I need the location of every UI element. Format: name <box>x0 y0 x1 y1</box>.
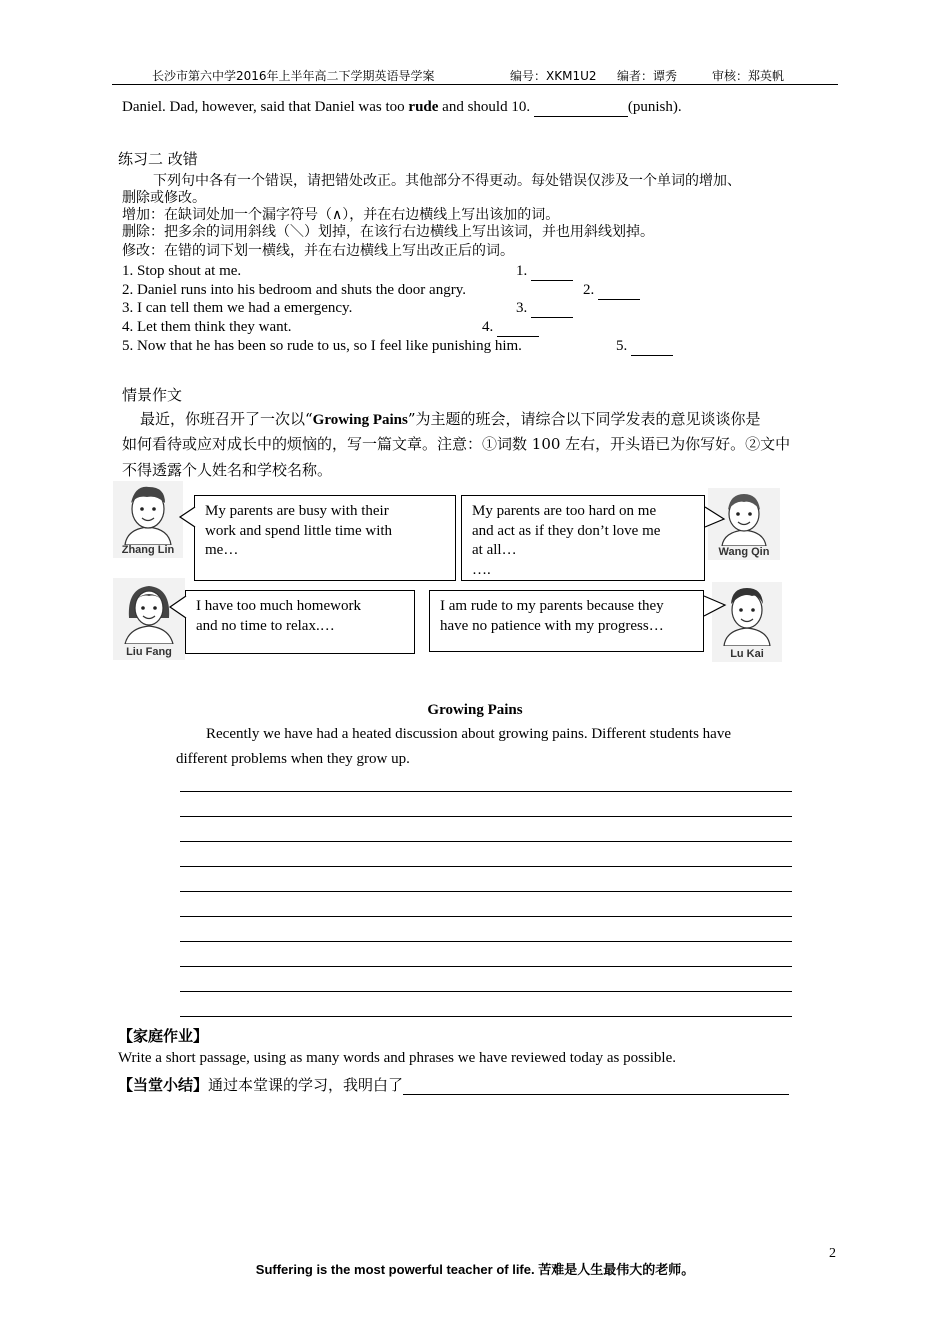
speech-bubble-wang-qin: My parents are too hard on me and act as if they don’t love me at all… …. <box>461 495 705 581</box>
exercise2-instruction-1: 下列句中各有一个错误，请把错处改正。其他部分不得更动。每处错误仅涉及一个单词的增加、 <box>153 173 741 189</box>
rule-modify: 修改：在错的词下划一横线，并在右边横线上写出改正后的词。 <box>122 243 514 259</box>
intro-suffix: and should 10. <box>438 99 534 115</box>
exercise-answer-3: 3. <box>516 300 573 318</box>
exercise-item-1: 1. Stop shout at me. <box>122 263 242 279</box>
answer-blank-2[interactable] <box>598 282 640 300</box>
exercise-item-3: 3. I can tell them we had a emergency. <box>122 300 353 316</box>
header-editor: 编者：谭秀 <box>617 69 678 83</box>
writing-line <box>180 941 792 942</box>
bubble-tail <box>178 505 196 529</box>
summary-blank[interactable] <box>403 1076 789 1095</box>
writing-prompt-1: 最近，你班召开了一次以“Growing Pains”为主题的班会，请综合以下同学发表的意见谈谈你是 <box>140 410 761 428</box>
bubble-tail <box>704 505 726 529</box>
writing-line <box>180 866 792 867</box>
exercise-item-4: 4. Let them think they want. <box>122 319 292 335</box>
answer-blank-1[interactable] <box>531 263 573 281</box>
writing-line <box>180 891 792 892</box>
writing-line <box>180 791 792 792</box>
intro-bold-word: rude <box>408 99 439 115</box>
exercise-answer-2: 2. <box>583 282 640 300</box>
essay-start-1: Recently we have had a heated discussion about growing pains. Different students have <box>206 726 731 742</box>
writing-line <box>180 916 792 917</box>
exercise2-title: 练习二 改错 <box>118 150 198 168</box>
answer-blank-10[interactable] <box>534 99 628 117</box>
boy-face-icon <box>113 481 183 545</box>
speech-bubble-lu-kai: I am rude to my parents because they have no patience with my progress… <box>429 590 704 652</box>
writing-line <box>180 816 792 817</box>
footer-motto: Suffering is the most powerful teacher of life. 苦难是人生最伟大的老师。 <box>255 1262 695 1277</box>
intro-hint: (punish). <box>627 99 682 115</box>
answer-blank-4[interactable] <box>497 319 539 337</box>
intro-line <box>122 99 682 117</box>
writing-line <box>180 1016 792 1017</box>
exercise-item-5: 5. Now that he has been so rude to us, so I feel like punishing him. <box>122 338 522 354</box>
bubble-tail <box>703 594 727 620</box>
exercise-item-2: 2. Daniel runs into his bedroom and shuts the door angry. <box>122 282 466 298</box>
writing-prompt-2: 如何看待或应对成长中的烦恼的，写一篇文章。注意：①词数 100 左右，开头语已为你写好。②文中 <box>122 435 791 453</box>
summary-line <box>118 1074 789 1095</box>
summary-text: 通过本堂课的学习，我明白了 <box>208 1076 404 1094</box>
student-name: Zhang Lin <box>121 544 175 556</box>
rule-delete: 删除：把多余的词用斜线（＼）划掉，在该行右边横线上写出该词，并也用斜线划掉。 <box>122 224 654 240</box>
header-code: 编号：XKM1U2 <box>510 69 597 83</box>
header-reviewer: 审核：郑英帆 <box>712 69 785 83</box>
student-name: Wang Qin <box>718 546 770 558</box>
avatar-zhang-lin <box>113 481 183 558</box>
exercise2-instruction-2: 删除或修改。 <box>122 190 206 206</box>
summary-label: 【当堂小结】 <box>118 1076 209 1094</box>
exercise-answer-4: 4. <box>482 319 539 337</box>
writing-line <box>180 991 792 992</box>
homework-text: Write a short passage, using as many words and phrases we have reviewed today as possible. <box>118 1050 676 1066</box>
speech-bubble-liu-fang: I have too much homework and no time to relax.… <box>185 590 415 654</box>
exercise-answer-1: 1. <box>516 263 573 281</box>
intro-prefix: Daniel. Dad, however, said that Daniel was too <box>122 99 409 115</box>
speech-bubble-zhang-lin: My parents are busy with their work and spend little time with me… <box>194 495 456 581</box>
page-header <box>112 66 838 85</box>
answer-blank-5[interactable] <box>631 338 673 356</box>
writing-prompt-3: 不得透露个人姓名和学校名称。 <box>122 461 333 479</box>
header-title: 长沙市第六中学2016年上半年高二下学期英语导学案 <box>152 69 435 83</box>
student-name: Liu Fang <box>126 646 172 658</box>
bubble-tail <box>168 594 187 620</box>
writing-line <box>180 841 792 842</box>
writing-line <box>180 966 792 967</box>
answer-blank-3[interactable] <box>531 300 573 318</box>
page-number: 2 <box>829 1246 836 1261</box>
homework-label: 【家庭作业】 <box>118 1027 209 1045</box>
rule-add: 增加：在缺词处加一个漏字符号（∧），并在右边横线上写出该加的词。 <box>122 207 560 223</box>
exercise-answer-5: 5. <box>616 338 673 356</box>
essay-title: Growing Pains <box>427 702 523 718</box>
essay-start-2: different problems when they grow up. <box>176 751 410 767</box>
student-name: Lu Kai <box>730 648 764 660</box>
writing-title: 情景作文 <box>122 386 183 404</box>
